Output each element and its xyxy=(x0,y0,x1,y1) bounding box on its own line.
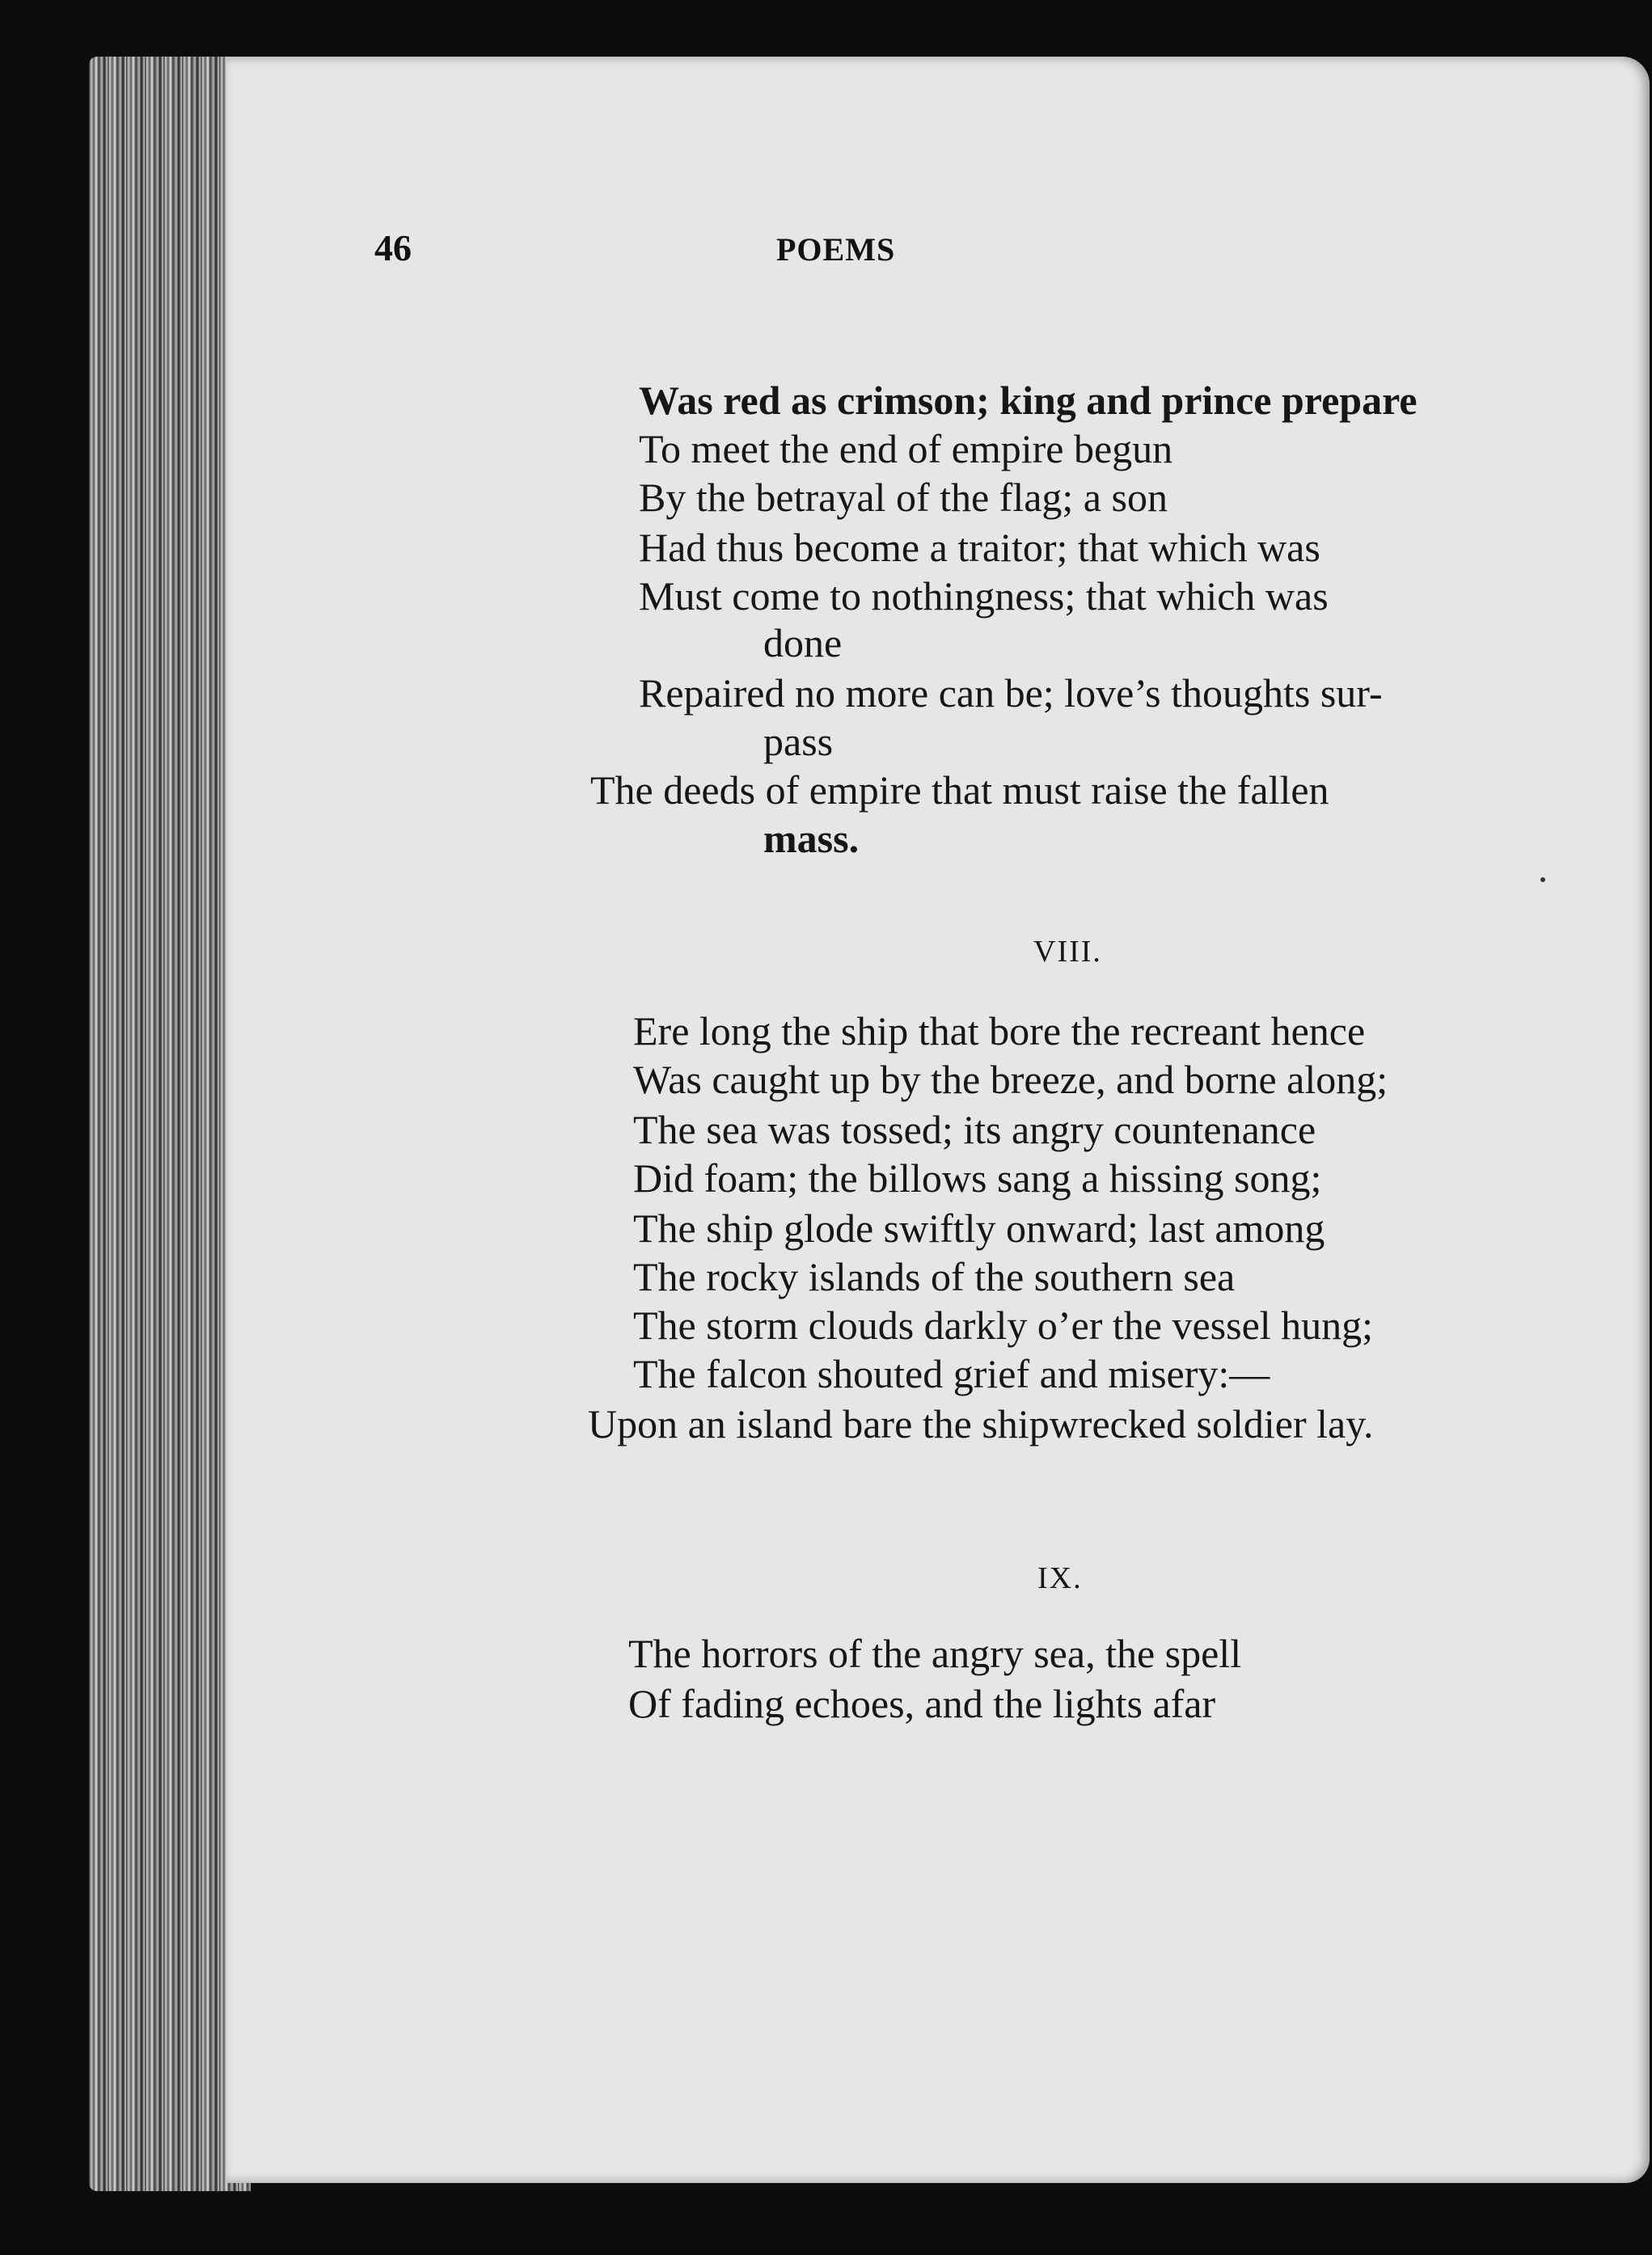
poem-line: By the betrayal of the flag; a son xyxy=(639,475,1168,520)
poem-line: The horrors of the angry sea, the spell xyxy=(628,1631,1242,1676)
section-number-viii: VIII. xyxy=(1033,935,1102,969)
poem-line: The rocky islands of the southern sea xyxy=(633,1254,1236,1299)
running-title: POEMS xyxy=(776,231,896,268)
section-number-ix: IX. xyxy=(1037,1561,1083,1595)
poem-line-continuation: mass. xyxy=(763,816,860,861)
poem-line: Repaired no more can be; love’s thoughts sur- xyxy=(639,670,1383,716)
poem-line-continuation: done xyxy=(763,620,843,665)
poem-line: The deeds of empire that must raise the fallen xyxy=(590,767,1329,813)
poem-line: The sea was tossed; its angry countenance xyxy=(633,1107,1316,1152)
poem-line: Was red as crimson; king and prince prepare xyxy=(639,378,1418,423)
poem-line: Must come to nothingness; that which was xyxy=(639,573,1329,619)
poem-line: Had thus become a traitor; that which was xyxy=(639,525,1320,570)
poem-line-continuation: pass xyxy=(763,719,834,764)
poem-line: Of fading echoes, and the lights afar xyxy=(628,1681,1216,1726)
poem-line: The ship glode swiftly onward; last among xyxy=(633,1206,1325,1251)
poem-line: To meet the end of empire begun xyxy=(639,426,1173,471)
poem-line: Upon an island bare the shipwrecked soldier lay. xyxy=(588,1401,1374,1446)
poem-line: Was caught up by the breeze, and borne along; xyxy=(633,1057,1388,1102)
print-speck xyxy=(1540,877,1545,882)
page-number: 46 xyxy=(374,227,412,268)
poem-line: The storm clouds darkly o’er the vessel hung; xyxy=(633,1303,1374,1348)
poem-line: Ere long the ship that bore the recreant hence xyxy=(633,1008,1366,1054)
poem-line: Did foam; the billows sang a hissing song; xyxy=(633,1155,1322,1201)
poem-line: The falcon shouted grief and misery:— xyxy=(633,1351,1270,1396)
